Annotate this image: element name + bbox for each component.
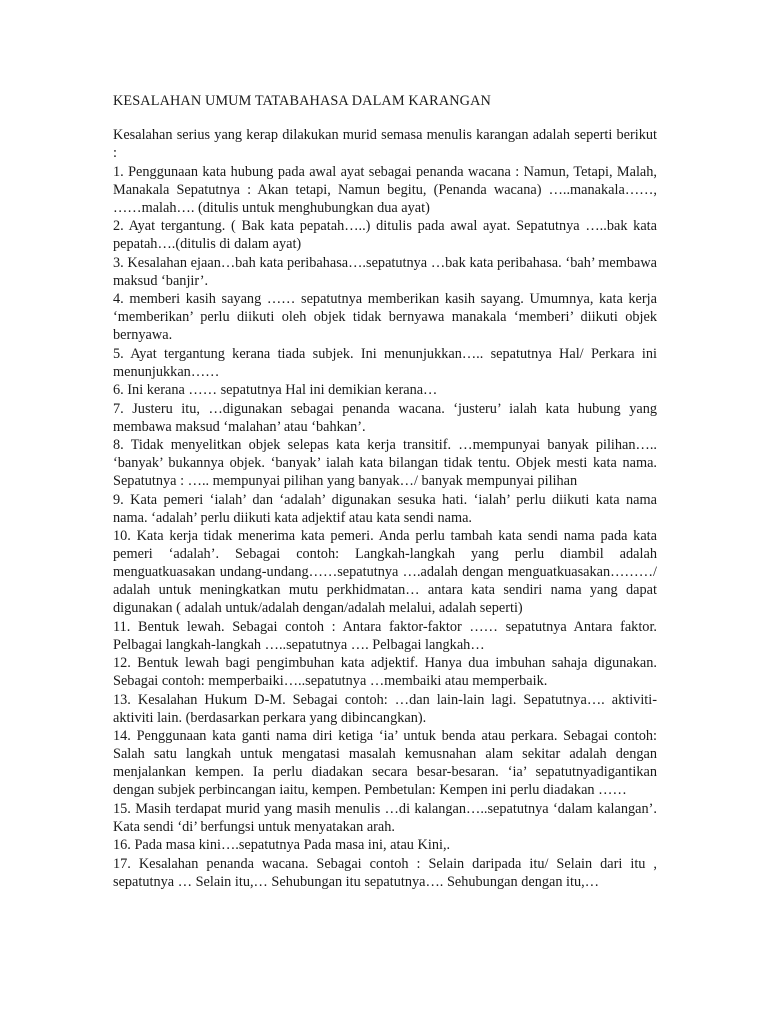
list-item: 9. Kata pemeri ‘ialah’ dan ‘adalah’ digunakan sesuka hati. ‘ialah’ perlu diikuti kata nama nama. ‘adalah’ perlu diikuti kata adjektif atau kata sendi nama.	[113, 491, 657, 526]
list-item: 1. Penggunaan kata hubung pada awal ayat sebagai penanda wacana : Namun, Tetapi, Malah, Manakala Sepatutnya : Akan tetapi, Namun begitu, (Penanda wacana) …..manakala……, ……malah…. (ditulis untuk menghubungkan dua ayat)	[113, 163, 657, 216]
list-item: 8. Tidak menyelitkan objek selepas kata kerja transitif. …mempunyai banyak pilihan….. ‘banyak’ bukannya objek. ‘banyak’ ialah kata bilangan tidak tentu. Objek mesti kata nama. Sepatutnya : ….. mempunyai pilihan yang banyak…/ banyak mempunyai pilihan	[113, 437, 657, 489]
list-item: 2. Ayat tergantung. ( Bak kata pepatah…..) ditulis pada awal ayat. Sepatutnya …..bak kata pepatah….(ditulis di dalam ayat)	[113, 218, 657, 252]
list-item: 14. Penggunaan kata ganti nama diri ketiga ‘ia’ untuk benda atau perkara. Sebagai contoh: Salah satu langkah untuk mengatasi masalah kemusnahan alam sekitar adalah dengan menjalankan kempen. Ia perlu diadakan secara besar-besaran. ‘ia’ sepatutnyadigantikan dengan subjek perbincangan iaitu, kempen. Pembetulan: Kempen ini perlu diadakan ……	[113, 728, 657, 798]
list-item: 12. Bentuk lewah bagi pengimbuhan kata adjektif. Hanya dua imbuhan sahaja digunakan. Sebagai contoh: memperbaiki…..sepatutnya …membaiki atau memperbaik.	[113, 655, 657, 689]
list-item: 10. Kata kerja tidak menerima kata pemeri. Anda perlu tambah kata sendi nama pada kata pemeri ‘adalah’. Sebagai contoh: Langkah-langkah yang perlu diambil adalah menguatkuasakan undang-undang……sepatutnya ….adalah dengan menguatkuasakan………/ adalah untuk meningkatkan mutu perkhidmatan… antara kata sendiri nama yang dapat digunakan ( adalah untuk/adalah dengan/adalah melalui, adalah seperti)	[113, 528, 657, 616]
list-item: 15. Masih terdapat murid yang masih menulis …di kalangan…..sepatutnya ‘dalam kalangan’. Kata sendi ‘di’ berfungsi untuk menyatakan arah.	[113, 800, 657, 835]
list-item: 13. Kesalahan Hukum D-M. Sebagai contoh: …dan lain-lain lagi. Sepatutnya…. aktiviti-aktiviti lain. (berdasarkan perkara yang dibincangkan).	[113, 691, 657, 726]
list-item: 5. Ayat tergantung kerana tiada subjek. Ini menunjukkan….. sepatutnya Hal/ Perkara ini menunjukkan……	[113, 345, 657, 380]
list-item: 11. Bentuk lewah. Sebagai contoh : Antara faktor-faktor …… sepatutnya Antara faktor. Pelbagai langkah-langkah …..sepatutnya …. Pelbagai langkah…	[113, 618, 657, 653]
list-item: 16. Pada masa kini….sepatutnya Pada masa ini, atau Kini,.	[113, 837, 451, 853]
intro-paragraph: Kesalahan serius yang kerap dilakukan murid semasa menulis karangan adalah seperti berikut :	[113, 127, 657, 161]
list-item: 6. Ini kerana …… sepatutnya Hal ini demikian kerana…	[113, 382, 438, 398]
list-item: 3. Kesalahan ejaan…bah kata peribahasa….sepatutnya …bak kata peribahasa. ‘bah’ membawa maksud ‘banjir’.	[113, 254, 657, 289]
document-title: KESALAHAN UMUM TATABAHASA DALAM KARANGAN	[113, 93, 491, 109]
list-item: 17. Kesalahan penanda wacana. Sebagai contoh : Selain daripada itu/ Selain dari itu , sepatutnya … Selain itu,… Sehubungan itu sepatutnya…. Sehubungan dengan itu,…	[113, 855, 657, 890]
list-item: 4. memberi kasih sayang …… sepatutnya memberikan kasih sayang. Umumnya, kata kerja ‘memberikan’ perlu diikuti oleh objek tidak bernyawa manakala ‘memberi’ diikuti objek bernyawa.	[113, 291, 657, 343]
list-item: 7. Justeru itu, …digunakan sebagai penanda wacana. ‘justeru’ ialah kata hubung yang membawa maksud ‘malahan’ atau ‘bahkan’.	[113, 400, 657, 435]
error-list	[113, 163, 657, 891]
